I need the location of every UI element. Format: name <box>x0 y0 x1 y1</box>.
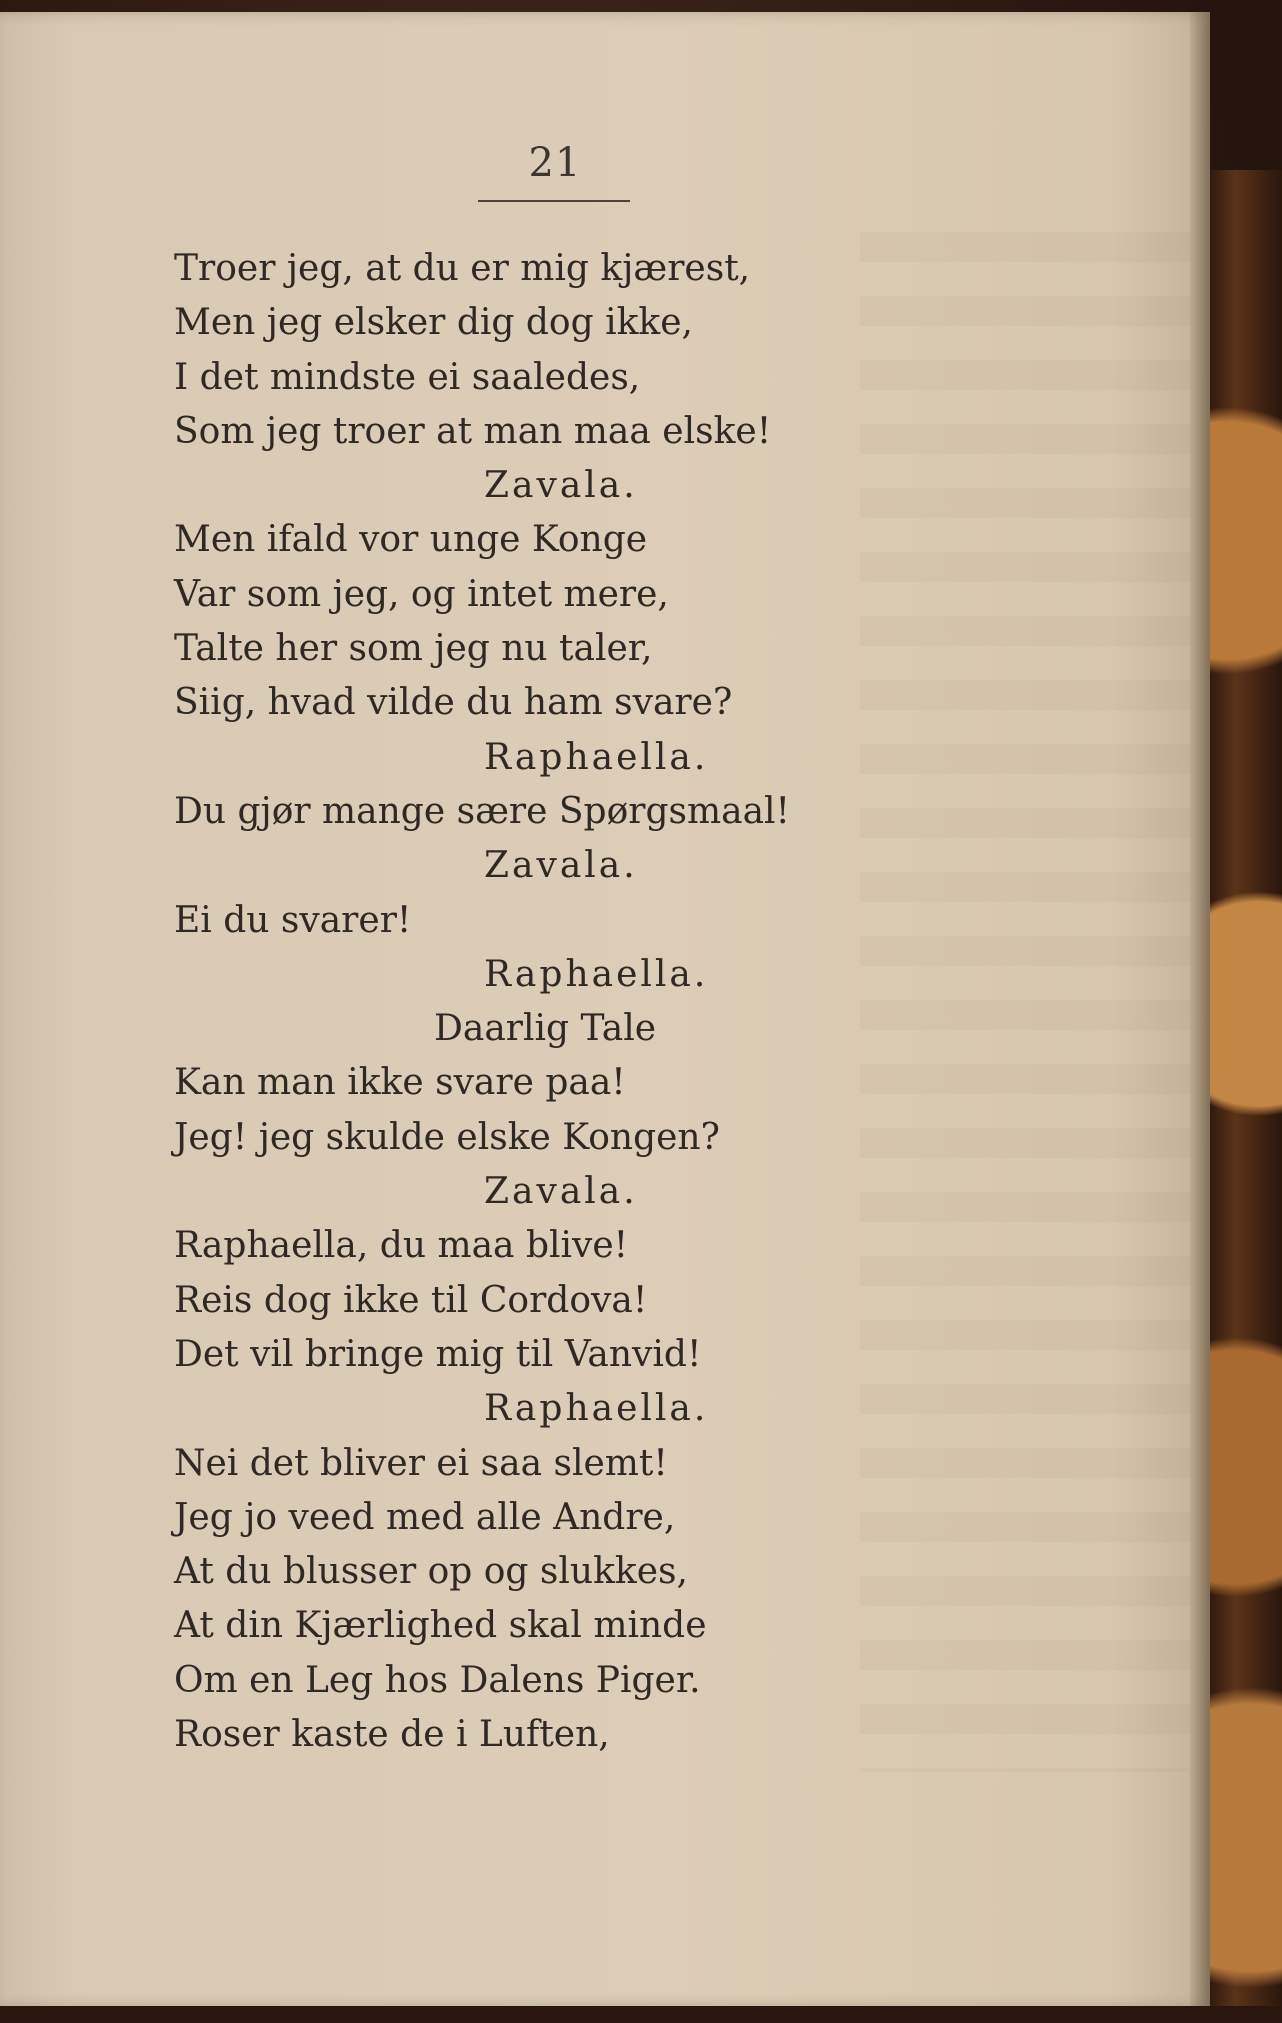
verse-line: Reis dog ikke til Cordova! <box>174 1279 648 1321</box>
verse-line: Jeg! jeg skulde elske Kongen? <box>174 1116 720 1158</box>
verse-line: Ei du svarer! <box>174 899 412 941</box>
verse-line: Men ifald vor unge Konge <box>174 519 648 561</box>
verse-line: Roser kaste de i Luften, <box>174 1714 610 1756</box>
verse-line: Du gjør mange sære Spørgsmaal! <box>174 790 791 832</box>
verse-line: Nei det bliver ei saa slemt! <box>174 1442 668 1484</box>
verse-line: Jeg jo veed med alle Andre, <box>174 1496 676 1538</box>
marbled-cover-edge <box>1205 170 1282 2023</box>
verse-line: Var som jeg, og intet mere, <box>174 573 669 615</box>
verse-line: Men jeg elsker dig dog ikke, <box>174 302 693 344</box>
speaker-name: Zavala. <box>484 845 638 887</box>
speaker-name: Raphaella. <box>484 736 709 778</box>
header-rule <box>478 200 630 202</box>
speaker-name: Zavala. <box>484 1171 638 1213</box>
page-edge-shadow <box>1190 12 1210 2007</box>
verse-line: Som jeg troer at man maa elske! <box>174 410 772 452</box>
verse-line: At du blusser op og slukkes, <box>174 1551 688 1593</box>
verse-line: Det vil bringe mig til Vanvid! <box>174 1333 702 1375</box>
verse-line: Raphaella, du maa blive! <box>174 1225 629 1267</box>
speaker-name: Zavala. <box>484 465 638 507</box>
show-through-text <box>860 232 1190 1772</box>
verse-line: Siig, hvad vilde du ham svare? <box>174 682 733 724</box>
speaker-name: Raphaella. <box>484 1388 709 1430</box>
book-page <box>0 12 1210 2007</box>
verse-line: At din Kjærlighed skal minde <box>174 1605 707 1647</box>
verse-line: Om en Leg hos Dalens Piger. <box>174 1659 701 1701</box>
verse-text-block <box>174 242 874 1762</box>
verse-line: Talte her som jeg nu taler, <box>174 628 653 670</box>
speaker-name: Raphaella. <box>484 953 709 995</box>
verse-line: Kan man ikke svare paa! <box>174 1062 626 1104</box>
verse-line: I det mindste ei saaledes, <box>174 356 641 398</box>
page-number: 21 <box>528 140 582 186</box>
verse-line: Troer jeg, at du er mig kjærest, <box>174 248 751 289</box>
bottom-cover-edge <box>0 2006 1282 2023</box>
verse-line: Daarlig Tale <box>434 1008 657 1050</box>
